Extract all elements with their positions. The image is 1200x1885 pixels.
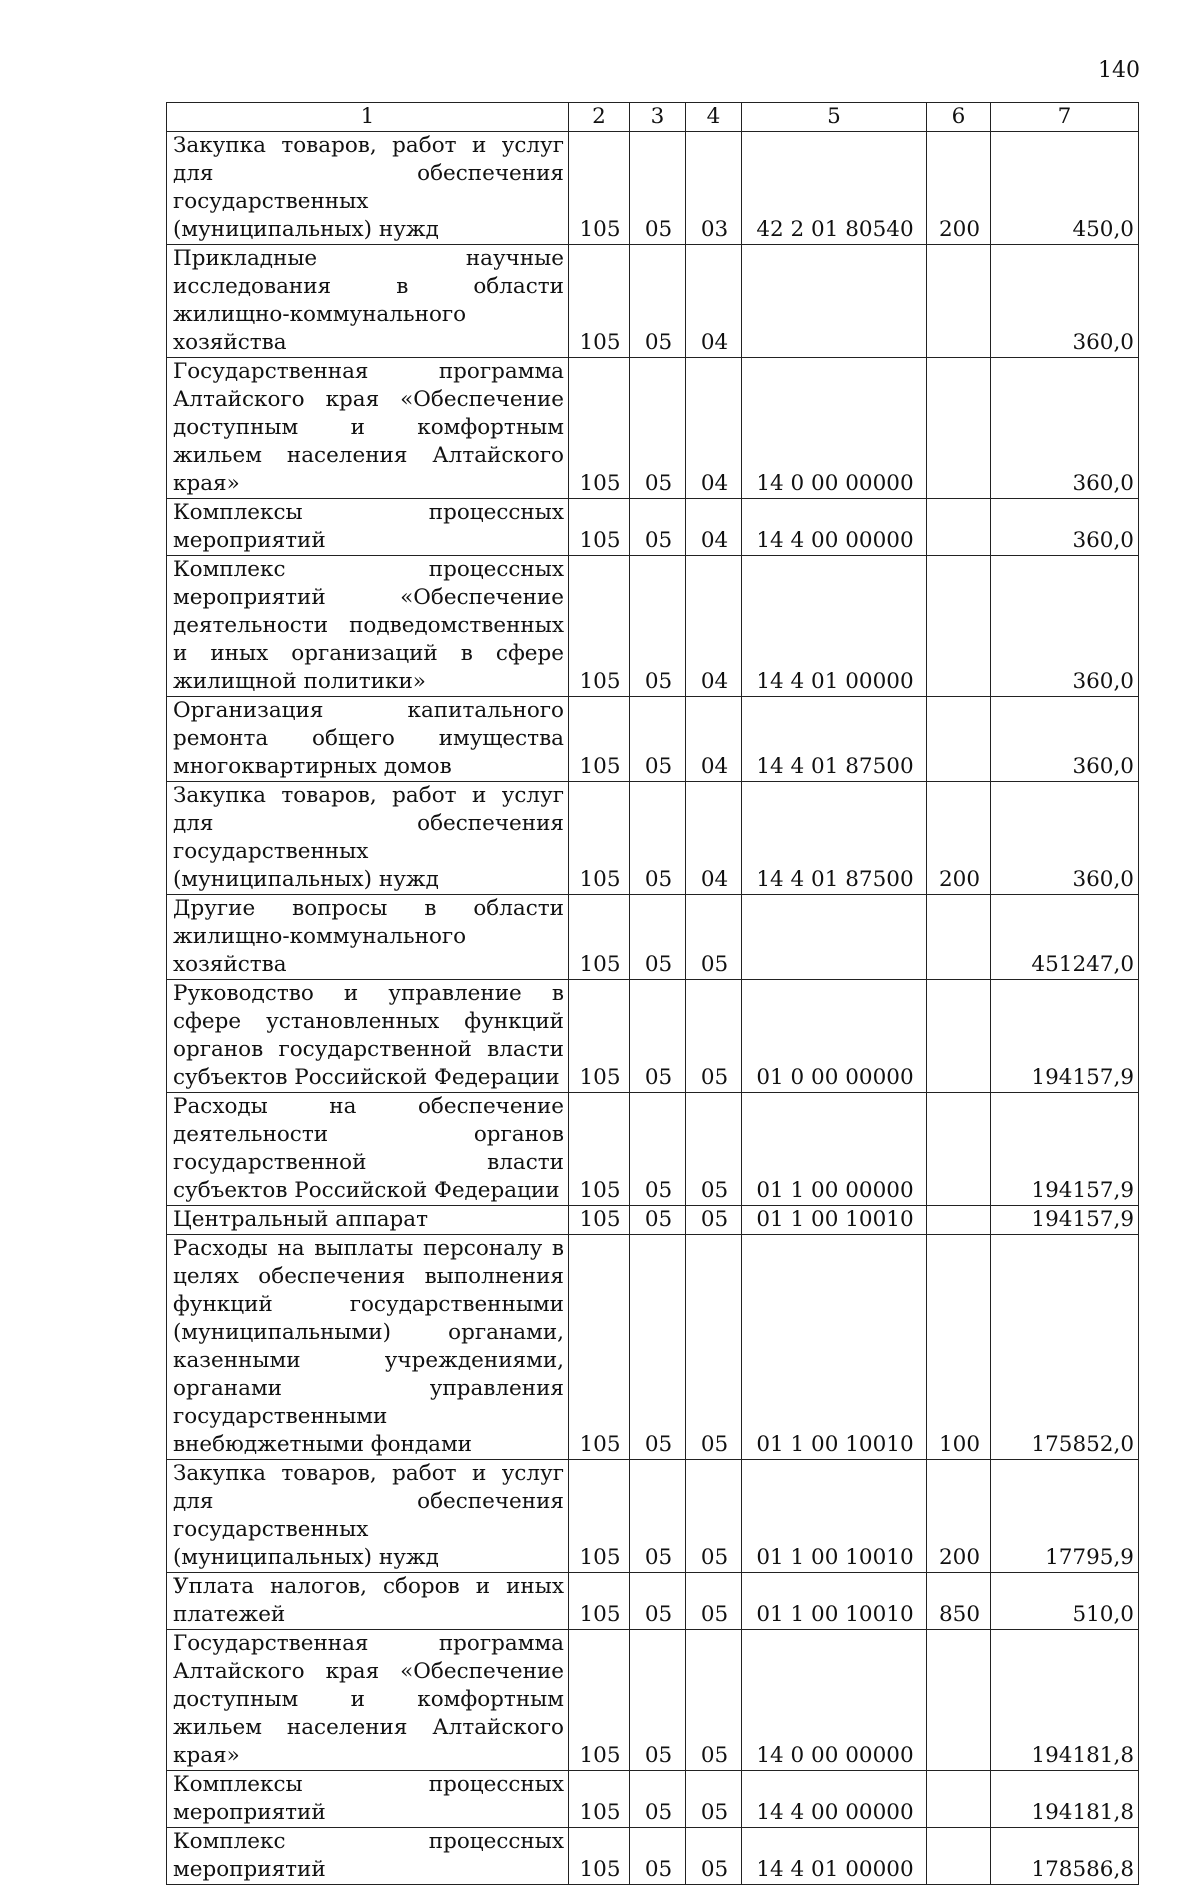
row-code-cell: 105 [569, 782, 630, 895]
row-subsection-cell: 05 [686, 1771, 742, 1828]
row-subsection-cell: 04 [686, 556, 742, 697]
row-section-cell: 05 [630, 1573, 686, 1630]
row-target-article-cell: 14 4 00 00000 [742, 499, 927, 556]
row-name-cell: Другие вопросы в области жилищно-коммунального хозяйства [167, 895, 569, 980]
row-name-cell: Закупка товаров, работ и услуг для обеспечения государственных (муниципальных) нужд [167, 782, 569, 895]
table-row [167, 895, 1139, 980]
header-col-7: 7 [991, 103, 1139, 132]
header-col-6: 6 [927, 103, 991, 132]
row-target-article-cell: 14 4 01 00000 [742, 556, 927, 697]
row-code-cell: 105 [569, 697, 630, 782]
row-target-article-cell: 01 1 00 10010 [742, 1206, 927, 1235]
row-target-article-cell: 14 4 01 87500 [742, 782, 927, 895]
row-section-cell: 05 [630, 1630, 686, 1771]
row-name-cell: Организация капитального ремонта общего имущества многоквартирных домов [167, 697, 569, 782]
table-row [167, 1235, 1139, 1460]
row-target-article-cell: 14 0 00 00000 [742, 1630, 927, 1771]
table-header-row [167, 103, 1139, 132]
row-section-cell: 05 [630, 1093, 686, 1206]
row-expense-type-cell [927, 1630, 991, 1771]
row-target-article-cell: 01 1 00 10010 [742, 1460, 927, 1573]
row-amount-cell: 360,0 [991, 499, 1139, 556]
row-target-article-cell [742, 245, 927, 358]
table-row [167, 1573, 1139, 1630]
row-code-cell: 105 [569, 980, 630, 1093]
row-code-cell: 105 [569, 1573, 630, 1630]
row-code-cell: 105 [569, 556, 630, 697]
row-target-article-cell: 14 4 01 00000 [742, 1828, 927, 1885]
table-row [167, 132, 1139, 245]
row-expense-type-cell [927, 245, 991, 358]
row-amount-cell: 17795,9 [991, 1460, 1139, 1573]
row-expense-type-cell [927, 1093, 991, 1206]
row-code-cell: 105 [569, 1206, 630, 1235]
header-col-4: 4 [686, 103, 742, 132]
table-row [167, 980, 1139, 1093]
table-row [167, 1460, 1139, 1573]
row-target-article-cell: 01 1 00 10010 [742, 1235, 927, 1460]
row-expense-type-cell [927, 980, 991, 1093]
row-section-cell: 05 [630, 1460, 686, 1573]
row-section-cell: 05 [630, 556, 686, 697]
row-subsection-cell: 04 [686, 782, 742, 895]
row-subsection-cell: 05 [686, 895, 742, 980]
row-code-cell: 105 [569, 1460, 630, 1573]
row-expense-type-cell [927, 358, 991, 499]
row-amount-cell: 194181,8 [991, 1630, 1139, 1771]
row-expense-type-cell: 850 [927, 1573, 991, 1630]
row-name-cell: Расходы на выплаты персоналу в целях обеспечения выполнения функций государственными (муниципальными) органами, казенными учреждениями, органами управления государственными внебюджетными фондами [167, 1235, 569, 1460]
row-amount-cell: 194157,9 [991, 980, 1139, 1093]
row-name-cell: Комплексы процессных мероприятий [167, 499, 569, 556]
header-col-3: 3 [630, 103, 686, 132]
row-code-cell: 105 [569, 895, 630, 980]
row-target-article-cell: 01 1 00 10010 [742, 1573, 927, 1630]
row-expense-type-cell: 200 [927, 1460, 991, 1573]
row-expense-type-cell [927, 556, 991, 697]
row-code-cell: 105 [569, 499, 630, 556]
row-name-cell: Комплексы процессных мероприятий [167, 1771, 569, 1828]
row-subsection-cell: 04 [686, 499, 742, 556]
header-col-2: 2 [569, 103, 630, 132]
table-row [167, 358, 1139, 499]
row-amount-cell: 360,0 [991, 556, 1139, 697]
row-amount-cell: 194157,9 [991, 1093, 1139, 1206]
row-amount-cell: 360,0 [991, 697, 1139, 782]
row-name-cell: Государственная программа Алтайского края «Обеспечение доступным и комфортным жильем населения Алтайского края» [167, 1630, 569, 1771]
row-section-cell: 05 [630, 980, 686, 1093]
row-amount-cell: 451247,0 [991, 895, 1139, 980]
row-subsection-cell: 05 [686, 1093, 742, 1206]
row-expense-type-cell [927, 697, 991, 782]
row-code-cell: 105 [569, 1771, 630, 1828]
row-code-cell: 105 [569, 358, 630, 499]
row-target-article-cell: 14 0 00 00000 [742, 358, 927, 499]
row-subsection-cell: 05 [686, 1206, 742, 1235]
row-code-cell: 105 [569, 1630, 630, 1771]
row-code-cell: 105 [569, 1828, 630, 1885]
table-row [167, 1093, 1139, 1206]
table-row [167, 697, 1139, 782]
table-row [167, 556, 1139, 697]
row-section-cell: 05 [630, 895, 686, 980]
row-amount-cell: 360,0 [991, 358, 1139, 499]
row-subsection-cell: 05 [686, 1235, 742, 1460]
row-section-cell: 05 [630, 499, 686, 556]
row-section-cell: 05 [630, 1206, 686, 1235]
row-section-cell: 05 [630, 1235, 686, 1460]
row-target-article-cell: 14 4 01 87500 [742, 697, 927, 782]
row-section-cell: 05 [630, 697, 686, 782]
row-expense-type-cell: 200 [927, 782, 991, 895]
row-name-cell: Закупка товаров, работ и услуг для обеспечения государственных (муниципальных) нужд [167, 132, 569, 245]
row-name-cell: Центральный аппарат [167, 1206, 569, 1235]
row-amount-cell: 450,0 [991, 132, 1139, 245]
row-name-cell: Комплекс процессных мероприятий [167, 1828, 569, 1885]
row-subsection-cell: 05 [686, 1573, 742, 1630]
row-subsection-cell: 05 [686, 1828, 742, 1885]
row-subsection-cell: 05 [686, 980, 742, 1093]
row-code-cell: 105 [569, 132, 630, 245]
row-name-cell: Государственная программа Алтайского края «Обеспечение доступным и комфортным жильем населения Алтайского края» [167, 358, 569, 499]
row-code-cell: 105 [569, 245, 630, 358]
row-subsection-cell: 04 [686, 697, 742, 782]
row-amount-cell: 178586,8 [991, 1828, 1139, 1885]
row-name-cell: Уплата налогов, сборов и иных платежей [167, 1573, 569, 1630]
table-row [167, 782, 1139, 895]
row-section-cell: 05 [630, 782, 686, 895]
row-section-cell: 05 [630, 1771, 686, 1828]
row-name-cell: Прикладные научные исследования в области жилищно-коммунального хозяйства [167, 245, 569, 358]
table-row [167, 1206, 1139, 1235]
row-subsection-cell: 05 [686, 1460, 742, 1573]
row-expense-type-cell: 100 [927, 1235, 991, 1460]
row-target-article-cell: 01 1 00 00000 [742, 1093, 927, 1206]
header-col-5: 5 [742, 103, 927, 132]
row-code-cell: 105 [569, 1093, 630, 1206]
row-subsection-cell: 03 [686, 132, 742, 245]
row-amount-cell: 194157,9 [991, 1206, 1139, 1235]
row-target-article-cell: 01 0 00 00000 [742, 980, 927, 1093]
budget-table [166, 102, 1139, 1885]
row-amount-cell: 360,0 [991, 245, 1139, 358]
row-amount-cell: 175852,0 [991, 1235, 1139, 1460]
row-name-cell: Комплекс процессных мероприятий «Обеспечение деятельности подведомственных и иных организаций в сфере жилищной политики» [167, 556, 569, 697]
row-subsection-cell: 05 [686, 1630, 742, 1771]
row-section-cell: 05 [630, 1828, 686, 1885]
row-code-cell: 105 [569, 1235, 630, 1460]
header-col-1: 1 [167, 103, 569, 132]
table-row [167, 1630, 1139, 1771]
row-expense-type-cell [927, 1828, 991, 1885]
row-expense-type-cell [927, 895, 991, 980]
row-expense-type-cell [927, 1771, 991, 1828]
row-name-cell: Закупка товаров, работ и услуг для обеспечения государственных (муниципальных) нужд [167, 1460, 569, 1573]
table-row [167, 1828, 1139, 1885]
row-amount-cell: 194181,8 [991, 1771, 1139, 1828]
row-target-article-cell: 42 2 01 80540 [742, 132, 927, 245]
row-expense-type-cell [927, 499, 991, 556]
row-name-cell: Руководство и управление в сфере установленных функций органов государственной власти субъектов Российской Федерации [167, 980, 569, 1093]
row-amount-cell: 360,0 [991, 782, 1139, 895]
row-expense-type-cell: 200 [927, 132, 991, 245]
row-name-cell: Расходы на обеспечение деятельности органов государственной власти субъектов Российской Федерации [167, 1093, 569, 1206]
row-section-cell: 05 [630, 245, 686, 358]
table-row [167, 1771, 1139, 1828]
row-expense-type-cell [927, 1206, 991, 1235]
row-subsection-cell: 04 [686, 245, 742, 358]
row-subsection-cell: 04 [686, 358, 742, 499]
row-section-cell: 05 [630, 358, 686, 499]
row-section-cell: 05 [630, 132, 686, 245]
table-row [167, 499, 1139, 556]
row-target-article-cell: 14 4 00 00000 [742, 1771, 927, 1828]
row-amount-cell: 510,0 [991, 1573, 1139, 1630]
table-row [167, 245, 1139, 358]
row-target-article-cell [742, 895, 927, 980]
page-number: 140 [1098, 58, 1140, 83]
